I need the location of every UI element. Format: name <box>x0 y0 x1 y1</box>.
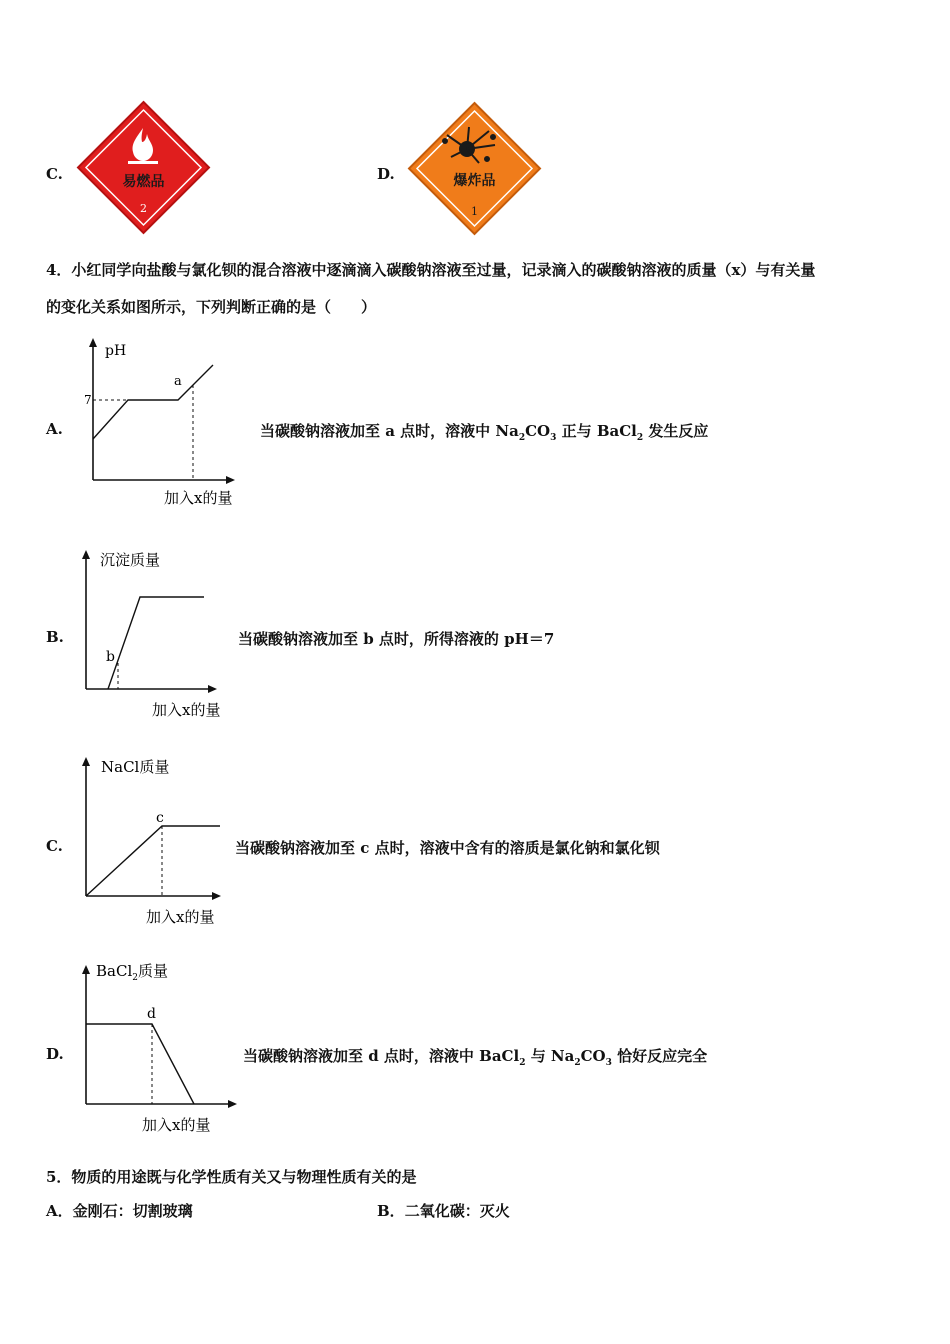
graph-c-xlabel: 加入x的量 <box>146 908 215 926</box>
q5-option-b: B．二氧化碳：灭火 <box>377 1202 510 1220</box>
graph-b-curve <box>108 597 204 689</box>
graph-d-xlabel: 加入x的量 <box>142 1116 211 1134</box>
graph-b-xlabel: 加入x的量 <box>152 701 221 719</box>
graph-c-curve <box>86 826 220 896</box>
graph-d-point: d <box>147 1006 156 1022</box>
graph-a-curve <box>93 365 213 439</box>
graph-d-curve <box>86 1024 194 1104</box>
q4-option-d-statement: 当碳酸钠溶液加至 d 点时，溶液中 BaCl$_2$ 与 $Na_2CO_3$ 恰好反应完全 <box>243 1047 708 1068</box>
graph-b-ylabel: 沉淀质量 <box>100 551 161 569</box>
q4-graph-c <box>74 752 244 932</box>
q4-graph-a <box>78 335 248 515</box>
graph-c-ylabel: NaCl质量 <box>101 758 170 776</box>
q4-option-c-letter: C. <box>46 837 63 855</box>
q5-option-a: A．金刚石：切割玻璃 <box>46 1202 193 1220</box>
q4-option-c-statement: 当碳酸钠溶液加至 c 点时，溶液中含有的溶质是氯化钠和氯化钡 <box>235 839 660 857</box>
graph-a-xlabel: 加入x的量 <box>164 489 233 507</box>
question-5-text: 5．物质的用途既与化学性质有关又与物理性质有关的是 <box>46 1168 417 1186</box>
question-4-line-1: 4．小红同学向盐酸与氯化钡的混合溶液中逐滴滴入碳酸钠溶液至过量，记录滴入的碳酸钠溶液的质量（x）与有关量 <box>46 261 816 279</box>
flammable-sign <box>76 100 211 235</box>
question-4-line-2: 的变化关系如图所示，下列判断正确的是（ ） <box>46 298 377 316</box>
q4-option-b-statement: 当碳酸钠溶液加至 b 点时，所得溶液的 pH＝7 <box>238 630 555 648</box>
graph-a-ylabel: pH <box>105 343 127 359</box>
flammable-sign-number: 2 <box>140 202 147 215</box>
graph-a-point: a <box>174 374 182 389</box>
graph-c-point: c <box>156 810 164 826</box>
q4-option-a-statement: 当碳酸钠溶液加至 a 点时，溶液中 $Na_2CO_3$ 正与 BaCl$_2$ 发生反应 <box>260 422 709 443</box>
question-4-text <box>46 252 906 326</box>
option-c-letter: C. <box>46 165 63 183</box>
graph-a-tick-7: 7 <box>84 393 92 407</box>
flammable-sign-label: 易燃品 <box>122 174 165 190</box>
q4-option-a-letter: A. <box>46 420 63 438</box>
q4-graph-d <box>74 958 249 1138</box>
option-d-letter: D. <box>377 165 395 183</box>
q4-option-b-letter: B. <box>46 628 64 646</box>
graph-d-ylabel: BaCl$_2$质量 <box>96 962 168 983</box>
explosive-sign-label: 爆炸品 <box>453 173 496 189</box>
q4-graph-b <box>74 545 244 725</box>
graph-b-point: b <box>106 649 115 665</box>
explosive-sign-number: 1 <box>471 205 478 218</box>
explosive-sign <box>407 101 542 236</box>
q4-option-d-letter: D. <box>46 1045 64 1063</box>
